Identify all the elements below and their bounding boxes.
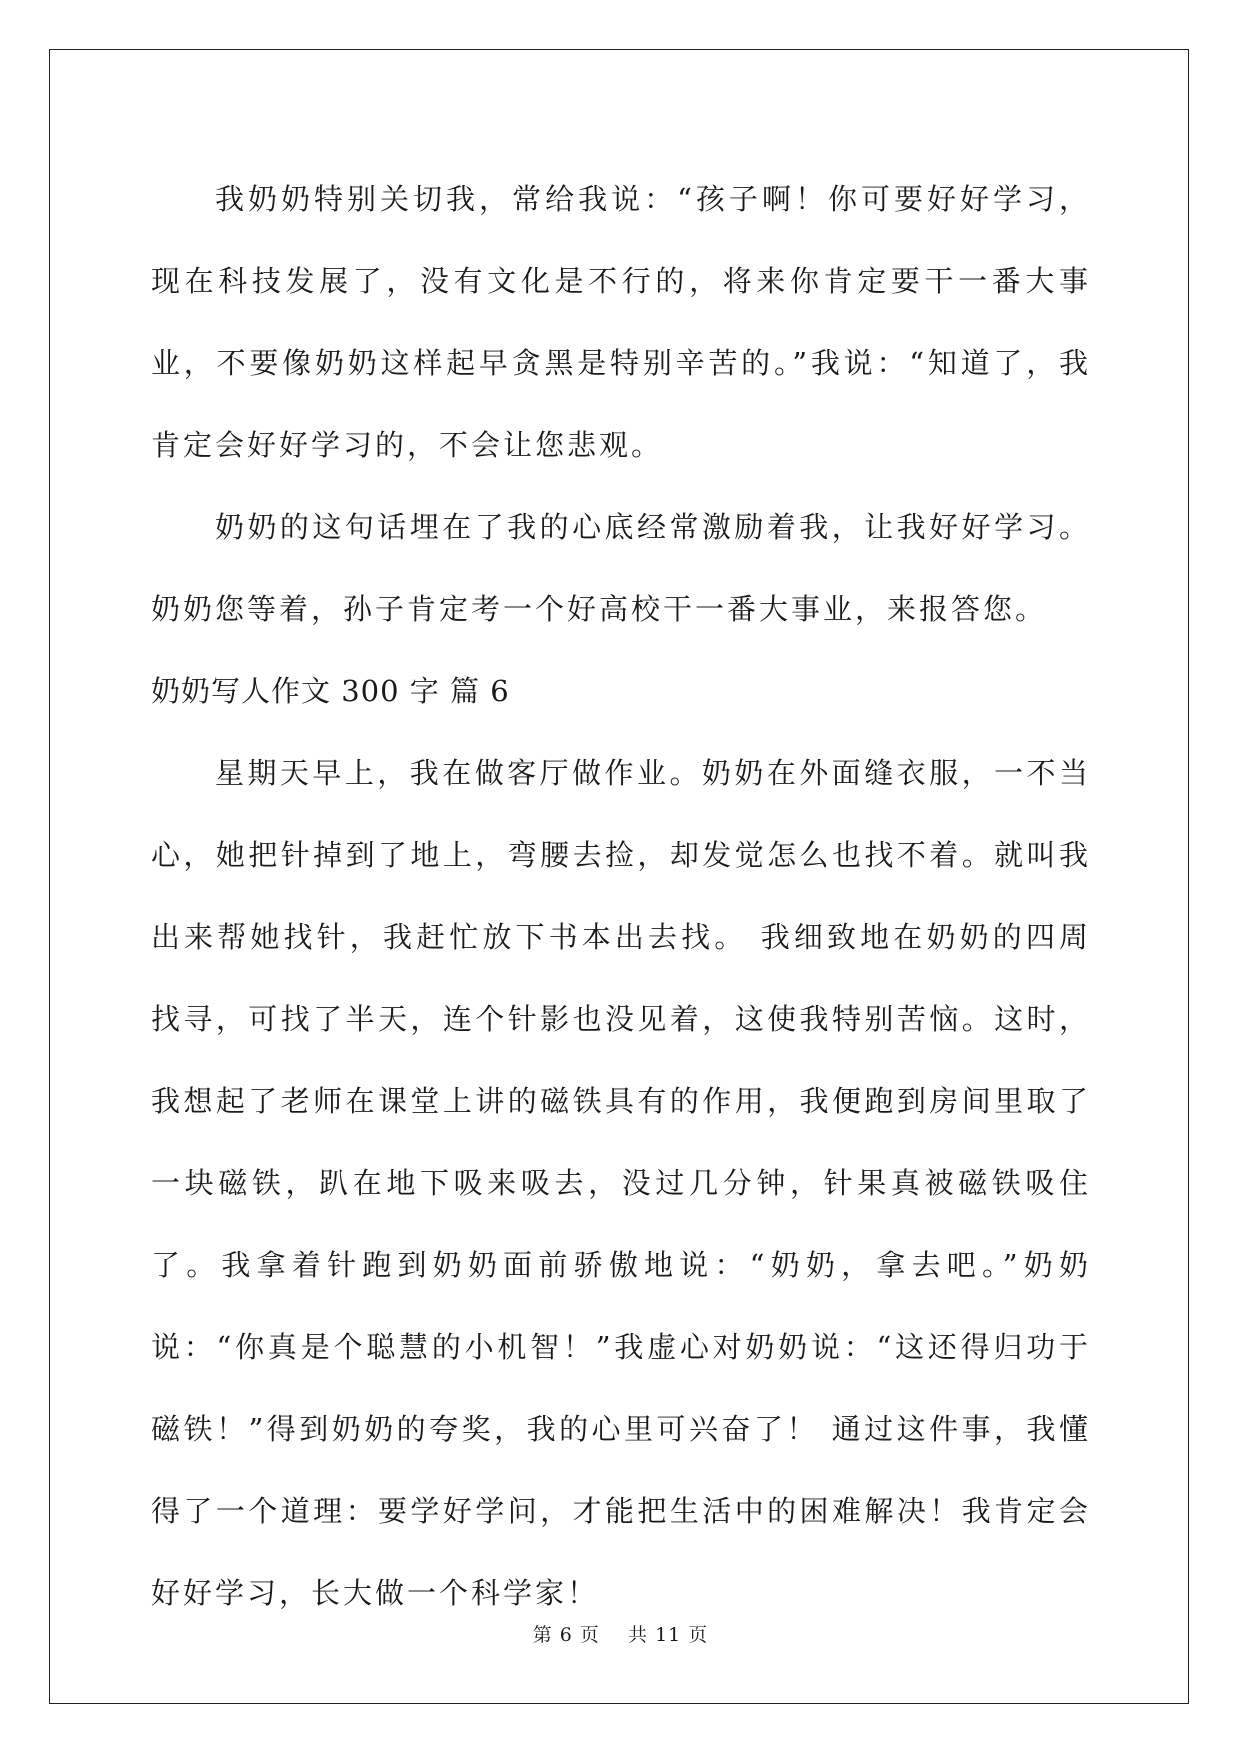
- paragraph: 奶奶的这句话埋在了我的心底经常激励着我，让我好好学习。奶奶您等着，孙子肯定考一个好高校干一番大事业，来报答您。: [151, 510, 1091, 626]
- page-number: 第 6 页 共 11 页: [532, 1624, 709, 1646]
- page-footer: [0, 1620, 1241, 1647]
- paragraph: 我奶奶特别关切我，常给我说：“孩子啊！你可要好好学习，现在科技发展了，没有文化是不行的，将来你肯定要干一番大事业，不要像奶奶这样起早贪黑是特别辛苦的。”我说：“知道了，我肯定会好好学习的，不会让您悲观。: [151, 182, 1091, 462]
- section-heading: 奶奶写人作文 300 字 篇 6: [151, 674, 510, 708]
- paragraph: 星期天早上，我在做客厅做作业。奶奶在外面缝衣服，一不当心，她把针掉到了地上，弯腰去捡，却发觉怎么也找不着。就叫我出来帮她找针，我赶忙放下书本出去找。 我细致地在奶奶的四周找寻，可找了半天，连个针影也没见着，这使我特别苦恼。这时，我想起了老师在课堂上讲的磁铁具有的作用，我便跑到房间里取了一块磁铁，趴在地下吸来吸去，没过几分钟，针果真被磁铁吸住了。我拿着针跑到奶奶面前骄傲地说：“奶奶，拿去吧。”奶奶说：“你真是个聪慧的小机智！”我虚心对奶奶说：“这还得归功于磁铁！”得到奶奶的夸奖，我的心里可兴奋了！ 通过这件事，我懂得了一个道理：要学好学问，才能把生活中的困难解决！我肯定会好好学习，长大做一个科学家！: [151, 756, 1091, 1610]
- document-body: [151, 158, 1091, 1634]
